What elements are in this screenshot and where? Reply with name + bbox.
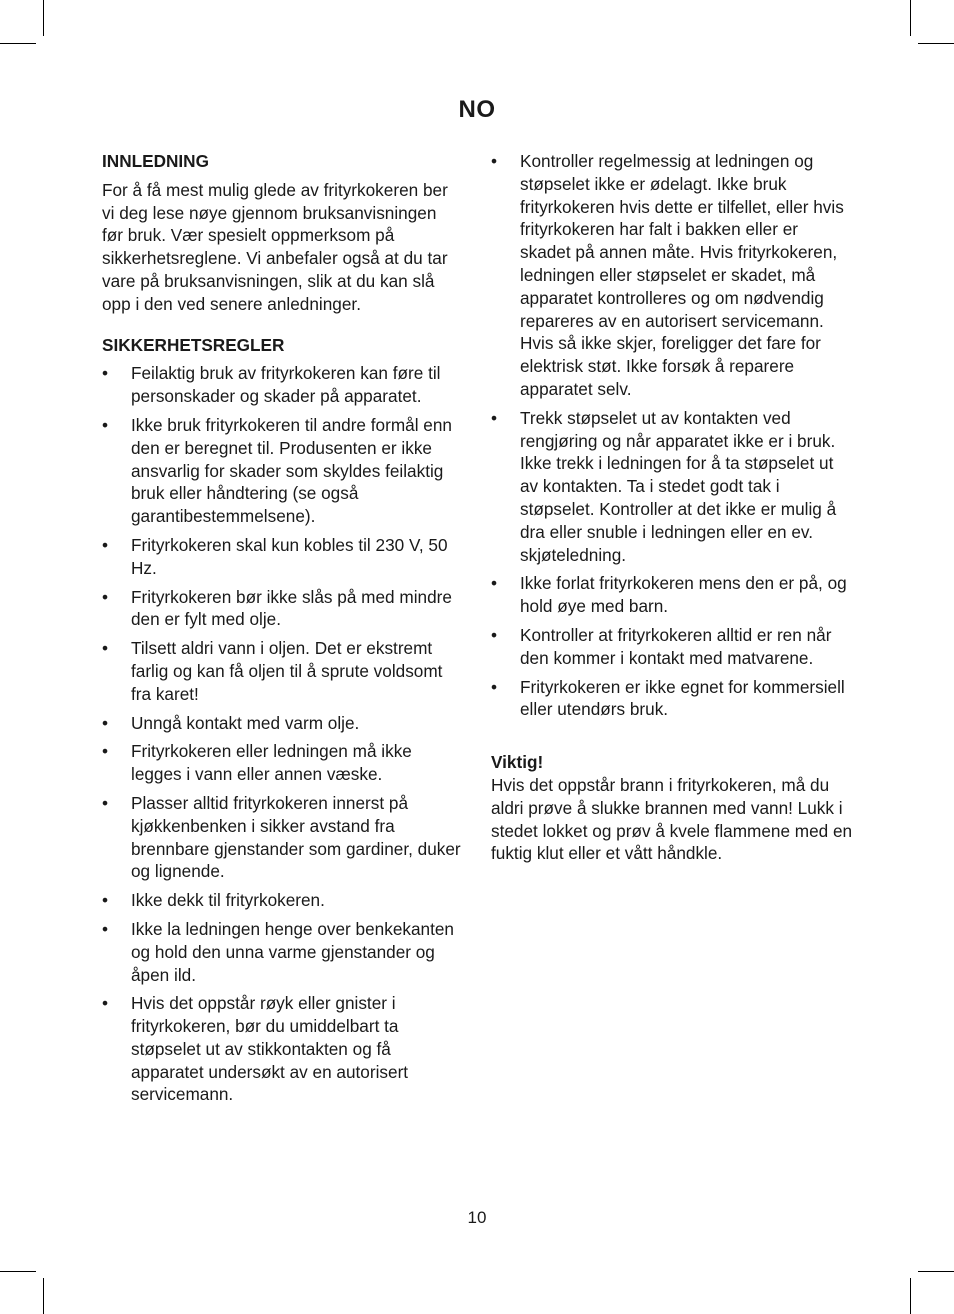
safety-heading: SIKKERHETSREGLER	[102, 334, 285, 355]
list-item-text: Frityrkokeren skal kun kobles til 230 V, 50 Hz.	[131, 534, 448, 578]
list-item-text: Ikke bruk frityrkokeren til andre formål enn den er beregnet til. Produsenten er ikke ansvarlig for skader som skyldes feilaktig bruk eller håndtering (se også garantibestemmelsene).	[131, 414, 452, 527]
bullet-icon: •	[102, 414, 109, 435]
list-item	[491, 624, 853, 670]
bullet-icon: •	[102, 792, 109, 813]
list-item-text: Hvis det oppstår røyk eller gnister i frityrkokeren, bør du umiddelbart ta støpselet ut av stikkontakten og få apparatet undersøkt av en autorisert servicemann.	[131, 993, 409, 1105]
bullet-icon: •	[491, 407, 498, 428]
bullet-icon: •	[102, 918, 109, 939]
list-item	[491, 407, 853, 567]
list-item-text: Tilsett aldri vann i oljen. Det er ekstremt farlig og kan få oljen til å sprute voldsomt fra karet!	[131, 638, 443, 704]
list-item-text: Trekk støpselet ut av kontakten ved rengjøring og når apparatet ikke er i bruk. Ikke trekk i ledningen for å ta støpselet ut av kontakten. Ta i stedet godt tak i støpselet. Kontroller at det ikke er mulig å dra eller snuble i ledningen eller en ev. skjøteledning.	[520, 407, 837, 565]
right-column	[491, 150, 853, 865]
bullet-icon: •	[102, 586, 109, 607]
intro-paragraph: For å få mest mulig glede av frityrkokeren ber vi deg lese nøye gjennom bruksanvisningen før bruk. Vær spesielt oppmerksom på sikkerhetsreglene. Vi anbefaler også at du tar vare på bruksanvisningen, slik at du kan slå opp i den ved senere anledninger.	[102, 179, 448, 314]
list-item	[102, 918, 462, 986]
safety-section	[102, 334, 462, 1107]
intro-section	[102, 150, 462, 316]
list-item	[491, 676, 853, 722]
list-item-text: Plasser alltid frityrkokeren innerst på kjøkkenbenken i sikker avstand fra brennbare gjenstander som gardiner, duker og lignende.	[131, 792, 461, 882]
list-item	[102, 889, 462, 912]
list-item-text: Frityrkokeren eller ledningen må ikke legges i vann eller annen væske.	[131, 741, 412, 785]
list-item	[102, 637, 462, 705]
page-number: 10	[467, 1208, 487, 1227]
list-item	[102, 992, 462, 1106]
left-column	[102, 150, 462, 1124]
important-text: Hvis det oppstår brann i frityrkokeren, må du aldri prøve å slukke brannen med vann! Lukk i stedet lokket og prøv å kvele flammene med en fuktig klut eller et vått håndkle.	[491, 774, 853, 864]
important-notice	[491, 751, 853, 865]
bullet-icon: •	[491, 573, 498, 594]
list-item	[102, 414, 462, 528]
language-code: NO	[458, 96, 496, 123]
bullet-icon: •	[491, 151, 498, 171]
list-item	[491, 572, 853, 618]
bullet-icon: •	[102, 534, 109, 555]
bullet-icon: •	[102, 993, 109, 1014]
bullet-icon: •	[491, 624, 498, 645]
bullet-icon: •	[491, 676, 498, 697]
bullet-icon: •	[102, 712, 109, 733]
list-item-text: Kontroller regelmessig at ledningen og støpselet ikke er ødelagt. Ikke bruk frityrkokeren hvis dette er tilfellet, eller hvis frityrkokeren har falt i bakken eller er skadet på annen måte. Hvis frityrkokeren, ledningen eller støpselet er skadet, må apparatet kontrolleres og om nødvendig repareres av en autorisert servicemann. Hvis så ikke skjer, foreligger det fare for elektrisk støt. Ikke forsøk å reparere apparatet selv.	[520, 151, 844, 399]
crop-mark	[43, 1278, 44, 1314]
list-item-text: Ikke forlat frityrkokeren mens den er på, og hold øye med barn.	[520, 573, 847, 617]
list-item	[102, 586, 462, 632]
list-item-text: Feilaktig bruk av frityrkokeren kan føre til personskader og skader på apparatet.	[131, 363, 441, 407]
list-item	[102, 740, 462, 786]
list-item-text: Ikke dekk til frityrkokeren.	[131, 890, 325, 911]
safety-list-right	[491, 150, 853, 721]
list-item	[102, 534, 462, 580]
bullet-icon: •	[102, 890, 109, 911]
list-item-text: Ikke la ledningen henge over benkekanten og hold den unna varme gjenstander og åpen ild.	[131, 918, 454, 985]
list-item-text: Unngå kontakt med varm olje.	[131, 712, 360, 733]
crop-mark	[910, 1278, 911, 1314]
bullet-icon: •	[102, 638, 109, 659]
safety-list-left	[102, 362, 462, 1106]
bullet-icon: •	[102, 363, 109, 384]
crop-mark	[918, 43, 954, 44]
intro-heading: INNLEDNING	[102, 151, 209, 171]
list-item-text: Frityrkokeren er ikke egnet for kommersiell eller utendørs bruk.	[520, 676, 845, 720]
list-item	[491, 150, 853, 401]
bullet-icon: •	[102, 741, 109, 762]
important-title: Viktig!	[491, 752, 544, 773]
list-item	[102, 792, 462, 883]
crop-mark	[918, 1271, 954, 1272]
list-item	[102, 362, 462, 408]
list-item-text: Kontroller at frityrkokeren alltid er ren når den kommer i kontakt med matvarene.	[520, 624, 832, 668]
list-item-text: Frityrkokeren bør ikke slås på med mindre den er fylt med olje.	[131, 586, 452, 630]
list-item	[102, 712, 462, 735]
crop-mark	[43, 0, 44, 36]
crop-mark	[0, 43, 36, 44]
crop-mark	[910, 0, 911, 36]
crop-mark	[0, 1271, 36, 1272]
